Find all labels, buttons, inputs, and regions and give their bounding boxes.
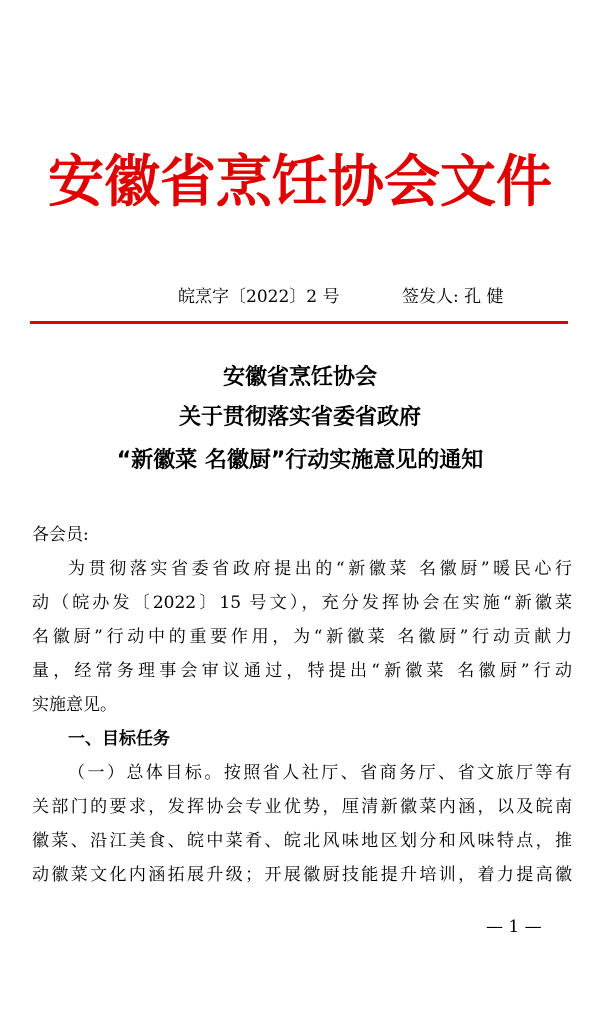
page-number: — 1 — [486,917,542,937]
section-heading-goals: 一、目标任务 [68,729,170,749]
paragraph-1-line: 动（皖办发〔2022〕15 号文），充分发挥协会在实施“新徽菜 [32,593,572,613]
paragraph-2-line: 关部门的要求，发挥协会专业优势，厘清新徽菜内涵，以及皖南 [32,797,572,817]
document-header-title: 安徽省烹饪协会文件 [48,150,552,215]
document-title-line-1: 安徽省烹饪协会 [222,365,377,390]
signer-line: 签发人: 孔 健 [402,287,504,307]
paragraph-2-line: （一）总体目标。按照省人社厅、省商务厅、省文旅厅等有 [68,763,572,783]
document-number: 皖烹字〔2022〕2 号 [178,287,340,307]
paragraph-1-line: 名徽厨”行动中的重要作用，为“新徽菜 名徽厨”行动贡献力 [32,627,572,647]
paragraph-2-line: 动徽菜文化内涵拓展升级；开展徽厨技能提升培训，着力提高徽 [32,865,572,885]
document-title-line-3: “新徽菜 名徽厨”行动实施意见的通知 [116,448,484,473]
paragraph-2-line: 徽菜、沿江美食、皖中菜肴、皖北风味地区划分和风味特点，推 [32,831,572,851]
paragraph-1-line: 为贯彻落实省委省政府提出的“新徽菜 名徽厨”暖民心行 [68,559,572,579]
document-title-line-2: 关于贯彻落实省委省政府 [178,405,421,430]
red-divider-line [30,321,568,324]
paragraph-1-line: 实施意见。 [32,695,117,715]
salutation: 各会员: [32,525,89,545]
paragraph-1-line: 量，经常务理事会审议通过，特提出“新徽菜 名徽厨”行动 [32,661,572,681]
